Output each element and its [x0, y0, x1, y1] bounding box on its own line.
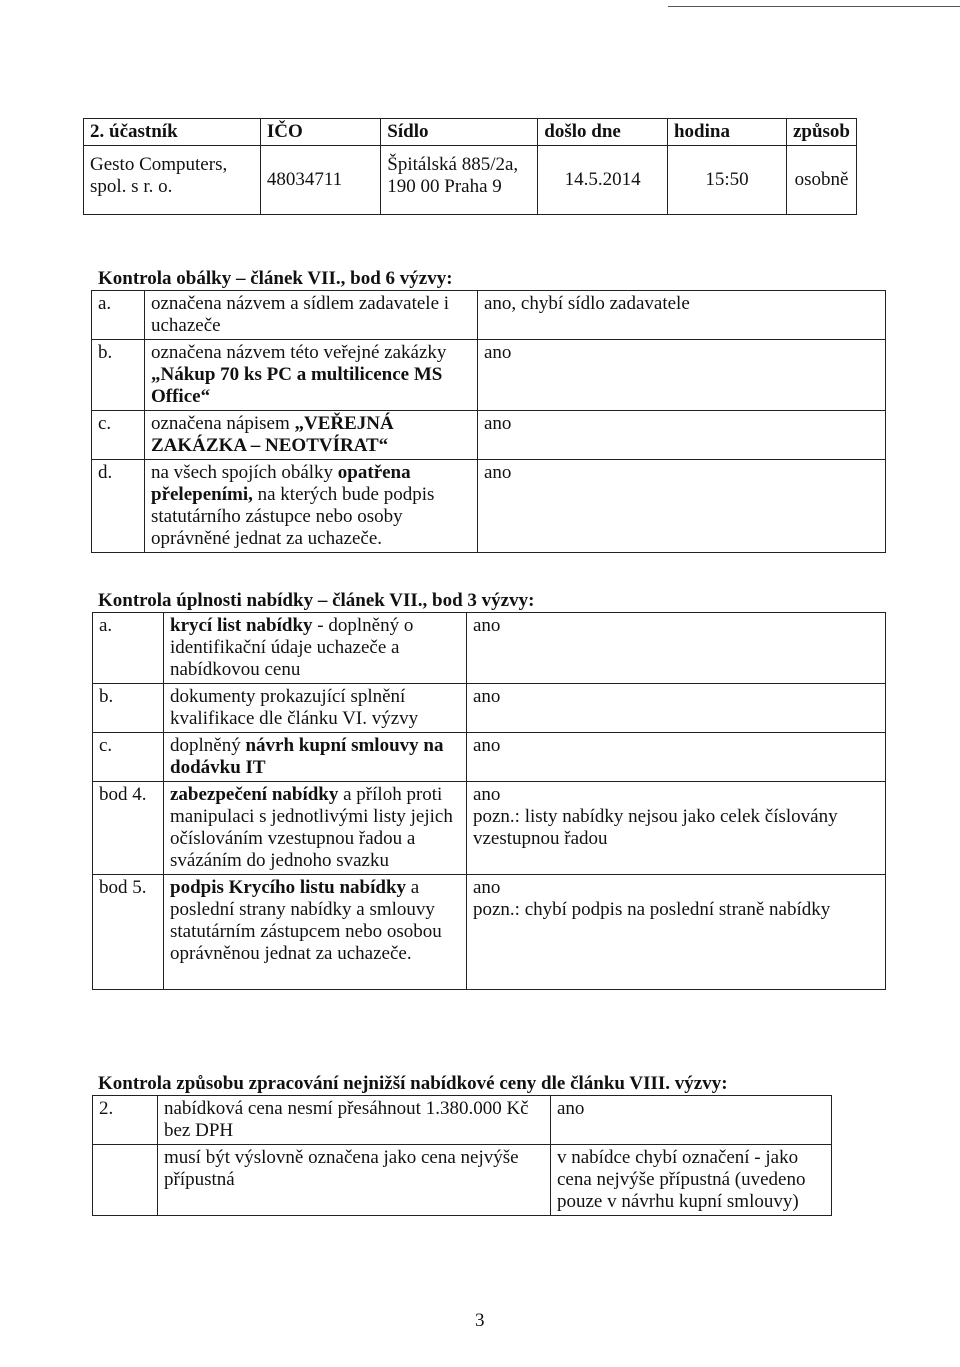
completeness-row-result-cell	[467, 782, 886, 875]
completeness-row-text	[164, 733, 467, 782]
participant-name-cell	[84, 146, 261, 215]
envelope-row-text-plain: na kterých bude podpis statutárního zástupce nebo osoby oprávněné jednat za uchazeče.	[151, 484, 435, 549]
envelope-row-text	[145, 340, 478, 411]
page-number: 3	[475, 1310, 485, 1331]
participant-name-line1: Gesto Computers,	[90, 154, 228, 175]
participant-name-line2: spol. s r. o.	[90, 176, 173, 197]
completeness-row-result: ano	[473, 686, 501, 707]
participant-address-line2: 190 00 Praha 9	[387, 176, 502, 197]
envelope-row-text-plain: označena názvem této veřejné zakázky	[151, 342, 447, 363]
completeness-row-a	[93, 613, 886, 684]
header-method: způsob	[786, 119, 856, 146]
participant-address-cell	[381, 146, 538, 215]
price-row-label: 2.	[93, 1096, 158, 1145]
price-row-text: nabídková cena nesmí přesáhnout 1.380.000 Kč bez DPH	[158, 1096, 551, 1145]
completeness-row-note: pozn.: listy nabídky nejsou jako celek číslovány vzestupnou řadou	[473, 806, 838, 849]
completeness-row-text: dokumenty prokazující splnění kvalifikace dle článku VI. výzvy	[164, 684, 467, 733]
participant-date: 14.5.2014	[538, 146, 668, 215]
completeness-row-result: ano	[473, 735, 501, 756]
envelope-row-text-bold: „Nákup 70 ks PC a multilicence MS Office“	[151, 364, 443, 407]
envelope-row-text: označena názvem a sídlem zadavatele i uchazeče	[145, 291, 478, 340]
participant-ico: 48034711	[260, 146, 380, 215]
completeness-row-result-cell	[467, 613, 886, 684]
completeness-row-note: pozn.: chybí podpis na poslední straně nabídky	[473, 899, 831, 920]
completeness-row-bod5	[93, 875, 886, 990]
completeness-check-title: Kontrola úplnosti nabídky – článek VII., bod 3 výzvy:	[98, 590, 535, 611]
completeness-row-text-plain: - doplněný o identifikační údaje uchazeče a nabídkovou cenu	[170, 615, 414, 680]
envelope-row-a	[92, 291, 886, 340]
participant-row	[84, 146, 857, 215]
completeness-row-label: c.	[93, 733, 164, 782]
completeness-row-text-bold: krycí list nabídky	[170, 615, 313, 636]
envelope-check-title: Kontrola obálky – článek VII., bod 6 výzvy:	[98, 268, 453, 289]
envelope-row-b	[92, 340, 886, 411]
header-participant: 2. účastník	[84, 119, 261, 146]
price-check-table	[92, 1095, 832, 1216]
envelope-row-text-bold: „VEŘEJNÁ ZAKÁZKA – NEOTVÍRAT“	[151, 413, 394, 456]
envelope-row-label: b.	[92, 340, 145, 411]
price-row-label	[93, 1145, 158, 1216]
header-received-date: došlo dne	[538, 119, 668, 146]
completeness-row-result: ano	[473, 615, 501, 636]
completeness-row-text-plain: a příloh proti manipulaci s jednotlivými listy jejich očíslováním vzestupnou řadou a svázáním do jednoho svazku	[170, 784, 453, 871]
completeness-check-table	[92, 612, 886, 990]
participant-table	[83, 118, 857, 215]
envelope-row-result: ano	[478, 411, 886, 460]
completeness-row-text	[164, 875, 467, 990]
envelope-row-label: c.	[92, 411, 145, 460]
price-row-2	[93, 1145, 832, 1216]
completeness-row-label: bod 5.	[93, 875, 164, 990]
participant-address-line1: Špitálská 885/2a,	[387, 154, 519, 175]
completeness-row-label: b.	[93, 684, 164, 733]
envelope-row-text	[145, 411, 478, 460]
envelope-row-label: d.	[92, 460, 145, 553]
envelope-row-text-plain: na všech spojích obálky	[151, 462, 334, 483]
envelope-row-text	[145, 460, 478, 553]
price-check-title: Kontrola způsobu zpracování nejnižší nabídkové ceny dle článku VIII. výzvy:	[98, 1073, 728, 1094]
completeness-row-label: a.	[93, 613, 164, 684]
envelope-row-result: ano	[478, 460, 886, 553]
participant-method: osobně	[786, 146, 856, 215]
completeness-row-result-cell	[467, 733, 886, 782]
participant-header-row	[84, 119, 857, 146]
completeness-row-text-bold: zabezpečení nabídky	[170, 784, 339, 805]
header-ico: IČO	[260, 119, 380, 146]
envelope-row-result: ano	[478, 340, 886, 411]
envelope-row-text-bold: opatřena přelepeními,	[151, 462, 411, 505]
envelope-row-text-plain: označena nápisem	[151, 413, 290, 434]
completeness-row-result-cell	[467, 684, 886, 733]
top-edge-line	[668, 6, 960, 7]
price-row-1	[93, 1096, 832, 1145]
envelope-row-result: ano, chybí sídlo zadavatele	[478, 291, 886, 340]
completeness-row-text-bold: návrh kupní smlouvy na dodávku IT	[170, 735, 444, 778]
completeness-row-result-cell	[467, 875, 886, 990]
completeness-row-bod4	[93, 782, 886, 875]
header-time: hodina	[667, 119, 786, 146]
envelope-row-d	[92, 460, 886, 553]
envelope-row-label: a.	[92, 291, 145, 340]
header-address: Sídlo	[381, 119, 538, 146]
participant-time: 15:50	[667, 146, 786, 215]
completeness-row-b	[93, 684, 886, 733]
completeness-row-label: bod 4.	[93, 782, 164, 875]
price-row-result: ano	[551, 1096, 832, 1145]
completeness-row-c	[93, 733, 886, 782]
envelope-check-table	[91, 290, 886, 553]
completeness-row-text-plain: doplněný	[170, 735, 241, 756]
price-row-text: musí být výslovně označena jako cena nejvýše přípustná	[158, 1145, 551, 1216]
completeness-row-text-bold: podpis Krycího listu nabídky	[170, 877, 407, 898]
envelope-row-c	[92, 411, 886, 460]
completeness-row-text	[164, 613, 467, 684]
completeness-row-result: ano	[473, 784, 501, 805]
completeness-row-text	[164, 782, 467, 875]
completeness-row-result: ano	[473, 877, 501, 898]
completeness-row-text-plain: a poslední strany nabídky a smlouvy statutárním zástupcem nebo osobou oprávněnou jednat za uchazeče.	[170, 877, 442, 964]
price-row-result: v nabídce chybí označení - jako cena nejvýše přípustná (uvedeno pouze v návrhu kupní smlouvy)	[551, 1145, 832, 1216]
